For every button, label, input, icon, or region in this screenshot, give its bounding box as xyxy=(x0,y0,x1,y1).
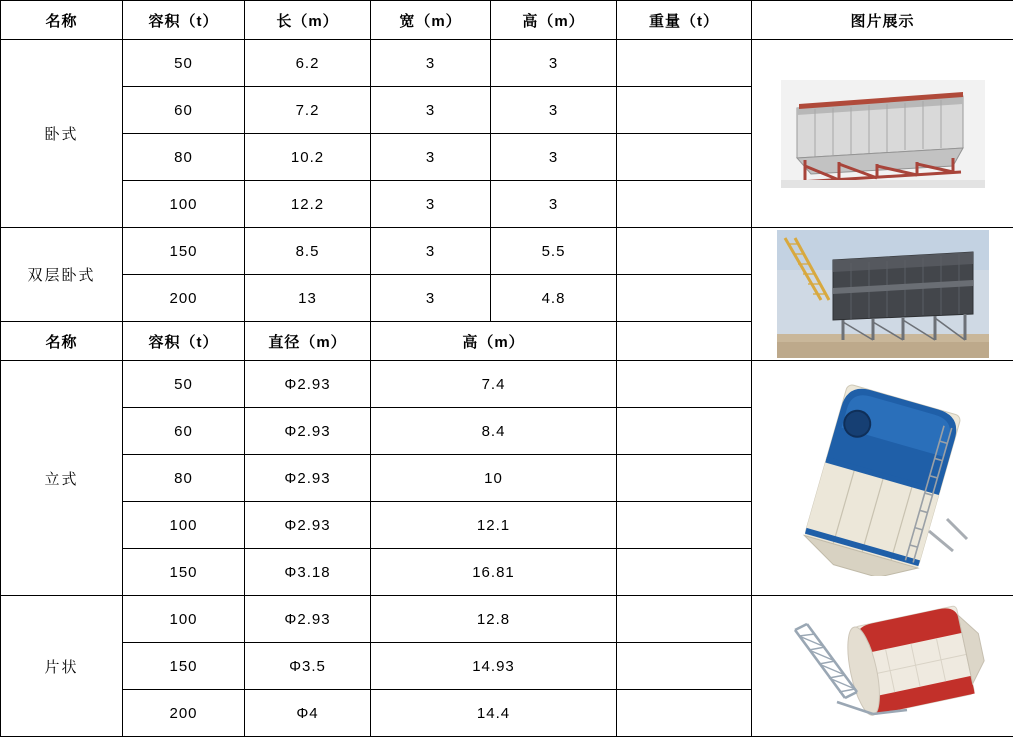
cell-diameter: Φ3.18 xyxy=(245,549,371,596)
cell-capacity: 150 xyxy=(123,228,245,275)
group-name-bolted: 片状 xyxy=(1,596,123,737)
cell-capacity: 100 xyxy=(123,181,245,228)
header-cell-length: 长（m） xyxy=(245,1,371,40)
cell-capacity: 200 xyxy=(123,275,245,322)
cell-capacity: 150 xyxy=(123,549,245,596)
cell-capacity: 80 xyxy=(123,134,245,181)
cell-width: 3 xyxy=(371,87,491,134)
table-row xyxy=(1,361,1013,408)
cell-weight xyxy=(617,596,752,643)
cell-height: 4.8 xyxy=(491,275,617,322)
header-cell-weight: 重量（t） xyxy=(617,1,752,40)
header-cell-name: 名称 xyxy=(1,1,123,40)
cell-length: 12.2 xyxy=(245,181,371,228)
cell-diameter: Φ2.93 xyxy=(245,361,371,408)
cell-height: 3 xyxy=(491,181,617,228)
cell-capacity: 50 xyxy=(123,361,245,408)
cell-weight xyxy=(617,228,752,275)
cell-capacity: 150 xyxy=(123,643,245,690)
group-name-double-layer-horizontal: 双层卧式 xyxy=(1,228,123,322)
cell-width: 3 xyxy=(371,40,491,87)
group-name-vertical: 立式 xyxy=(1,361,123,596)
cell-length: 7.2 xyxy=(245,87,371,134)
header-cell-height-2: 高（m） xyxy=(371,322,617,361)
cell-height: 8.4 xyxy=(371,408,617,455)
cell-weight xyxy=(617,40,752,87)
cell-diameter: Φ2.93 xyxy=(245,408,371,455)
cell-weight xyxy=(617,361,752,408)
cell-weight xyxy=(617,690,752,737)
bolted-silo-illustration xyxy=(777,602,989,730)
cell-height: 12.1 xyxy=(371,502,617,549)
table-row xyxy=(1,228,1013,275)
header-cell-capacity: 容积（t） xyxy=(123,1,245,40)
header-cell-name-2: 名称 xyxy=(1,322,123,361)
cell-diameter: Φ2.93 xyxy=(245,596,371,643)
cell-length: 10.2 xyxy=(245,134,371,181)
table-row xyxy=(1,596,1013,643)
cell-height: 5.5 xyxy=(491,228,617,275)
double-layer-horizontal-silo-photo xyxy=(752,228,1013,361)
bolted-silo-photo xyxy=(752,596,1013,737)
cell-height: 7.4 xyxy=(371,361,617,408)
cell-weight xyxy=(617,502,752,549)
cell-height: 3 xyxy=(491,87,617,134)
header-cell-weight-2 xyxy=(617,322,752,361)
cell-height: 16.81 xyxy=(371,549,617,596)
cell-capacity: 200 xyxy=(123,690,245,737)
cell-capacity: 80 xyxy=(123,455,245,502)
vertical-silo-illustration xyxy=(777,381,989,576)
cell-capacity: 100 xyxy=(123,596,245,643)
cell-height: 10 xyxy=(371,455,617,502)
cell-diameter: Φ4 xyxy=(245,690,371,737)
cell-weight xyxy=(617,643,752,690)
cell-width: 3 xyxy=(371,181,491,228)
double-layer-horizontal-silo-illustration xyxy=(777,230,989,358)
cell-height: 14.4 xyxy=(371,690,617,737)
cell-height: 12.8 xyxy=(371,596,617,643)
cell-diameter: Φ2.93 xyxy=(245,455,371,502)
cell-weight xyxy=(617,408,752,455)
table-row xyxy=(1,40,1013,87)
cell-length: 13 xyxy=(245,275,371,322)
cell-capacity: 60 xyxy=(123,408,245,455)
cell-weight xyxy=(617,549,752,596)
horizontal-silo-illustration xyxy=(777,74,989,194)
cell-capacity: 60 xyxy=(123,87,245,134)
cell-weight xyxy=(617,275,752,322)
cell-capacity: 100 xyxy=(123,502,245,549)
vertical-silo-photo xyxy=(752,361,1013,596)
group-name-horizontal: 卧式 xyxy=(1,40,123,228)
cell-width: 3 xyxy=(371,228,491,275)
header-cell-diameter: 直径（m） xyxy=(245,322,371,361)
cell-weight xyxy=(617,134,752,181)
table-header-row-1 xyxy=(1,1,1013,40)
header-cell-image: 图片展示 xyxy=(752,1,1013,40)
cell-weight xyxy=(617,455,752,502)
cell-height: 3 xyxy=(491,134,617,181)
cell-height: 3 xyxy=(491,40,617,87)
cell-width: 3 xyxy=(371,275,491,322)
cell-length: 6.2 xyxy=(245,40,371,87)
header-cell-height: 高（m） xyxy=(491,1,617,40)
cell-weight xyxy=(617,87,752,134)
cell-diameter: Φ3.5 xyxy=(245,643,371,690)
horizontal-silo-photo xyxy=(752,40,1013,228)
cell-height: 14.93 xyxy=(371,643,617,690)
header-cell-width: 宽（m） xyxy=(371,1,491,40)
cell-capacity: 50 xyxy=(123,40,245,87)
header-cell-capacity-2: 容积（t） xyxy=(123,322,245,361)
cell-diameter: Φ2.93 xyxy=(245,502,371,549)
cell-width: 3 xyxy=(371,134,491,181)
cell-length: 8.5 xyxy=(245,228,371,275)
cell-weight xyxy=(617,181,752,228)
